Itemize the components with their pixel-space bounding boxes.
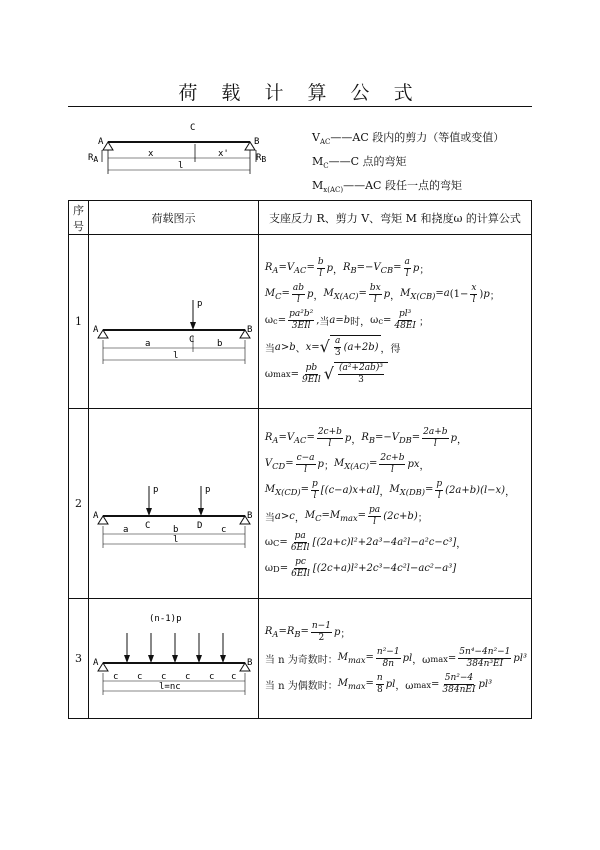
svg-text:c: c <box>221 524 227 535</box>
svg-text:a: a <box>145 338 151 349</box>
formula-cell-1: $R_A=V_{AC}=$ $\frac{b}{l}$ p ， $R_B=-V_{CB}=$ $\frac{a}{l}$ p ； $M_C=$ $\frac{ab}{l}$ p ， $M_{X(AC)}=$ $\frac{bx}{l}$ p ， $M_{X(CB)}=a$ (1− $\frac{x}{l}$ ) p ； ω c = $\frac{\text{pa²b²}}{\text{3EIl}}$ , 当 a=b 时， ω c = $\frac{\text{pl³}}{48EI}$ ； 当 a>b 、 x= √ $\frac{a}{3}$ (a+2b) ， 得 ω max = $\frac{pb}{\text{9EIl}}$ √ $\frac{\text{(a²+2ab)³}}{3}$ <box>258 235 531 409</box>
svg-text:c: c <box>161 671 167 682</box>
load-figure-1 <box>89 235 259 409</box>
label-A: A <box>98 137 104 147</box>
svg-text:l: l <box>173 350 179 361</box>
table-row <box>69 409 532 599</box>
beam-multi-point-load-diagram <box>89 601 257 713</box>
label-l: l <box>178 161 184 171</box>
svg-text:l: l <box>173 534 179 545</box>
header-figure: 荷载图示 <box>89 201 259 235</box>
legend-mx: $M_{x(AC)}——AC$ 段任一点的弯矩 <box>312 179 462 195</box>
svg-text:c: c <box>185 671 191 682</box>
label-RA: RA <box>88 153 99 164</box>
svg-text:c: c <box>113 671 119 682</box>
svg-text:A: A <box>93 324 99 335</box>
svg-text:c: c <box>209 671 215 682</box>
svg-text:(n-1)p: (n-1)p <box>149 613 182 624</box>
formula-cell-2: $R_A=V_{AC}=$ $\frac{2c+b}{l}$ p ， $R_B=-V_{DB}=$ $\frac{2a+b}{l}$ p ， $V_{CD}=$ $\frac{c-a}{l}$ p ； $M_{X(AC)}=$ $\frac{2c+b}{l}$ px ， $M_{X(CD)}=$ $\frac{p}{l}$ [(c−a)x+al] ， $M_{X(DB)}=$ $\frac{p}{l}$ (2a+b)(l−x) ， 当 a>c ， $M_C=M_{max}=$ $\frac{pa}{l}$ (2c+b) ； ω C = $\frac{pa}{\text{6EIl}}$ [(2a+c)l²+2a³−4a²l−a²c−c³] ， ω D = $\frac{pc}{\text{6EIl}}$ [(2c+a)l²+2c³−4c²l−ac²−a³] <box>258 409 531 599</box>
label-x: x <box>148 149 154 159</box>
legend-vac: $V_{AC}——AC$ 段内的剪力（等值或变值） <box>312 131 505 147</box>
label-B: B <box>254 137 260 147</box>
legend-mc: $M_C——C$ 点的弯矩 <box>312 155 407 171</box>
svg-text:B: B <box>247 324 253 335</box>
svg-text:c: c <box>231 671 237 682</box>
header-index: 序号 <box>69 201 89 235</box>
row-index: 2 <box>69 409 89 599</box>
formula-table <box>68 200 532 719</box>
svg-text:p: p <box>205 484 211 495</box>
table-row <box>69 235 532 409</box>
svg-text:b: b <box>173 524 179 535</box>
label-C: C <box>190 123 196 133</box>
row-index: 3 <box>69 599 89 719</box>
svg-text:B: B <box>247 510 253 521</box>
header-formula: 支座反力 R、剪力 V、弯矩 M 和挠度ω 的计算公式 <box>258 201 531 235</box>
svg-text:C: C <box>145 520 151 531</box>
page-title: 荷 载 计 算 公 式 <box>178 82 422 104</box>
svg-text:p: p <box>197 298 203 309</box>
load-figure-2 <box>89 409 259 599</box>
svg-text:l=nc: l=nc <box>159 681 181 692</box>
title-rule <box>68 106 532 107</box>
load-figure-3 <box>89 599 259 719</box>
table-header-row <box>69 201 532 235</box>
row-index: 1 <box>69 235 89 409</box>
svg-text:A: A <box>93 657 99 668</box>
svg-text:p: p <box>153 484 159 495</box>
formula-cell-3: $R_A=R_B=$ $\frac{n-1}{2}$ p ； 当 n 为奇数时： $M_{max}=$ $\frac{\text{n²−1}}{8n}$ pl ，ω max = $\frac{\text{5n⁴−4n²−1}}{\text{384n³EI}}$ pl³ 当 n 为偶数时： $M_{max}=$ $\frac{n}{8}$ pl ，ω max = $\frac{\text{5n²−4}}{\text{384nEI}}$ pl³ <box>258 599 531 719</box>
svg-text:B: B <box>247 657 253 668</box>
beam-point-load-diagram <box>89 260 257 380</box>
label-RB: RB <box>256 153 267 164</box>
beam-two-point-load-diagram <box>89 442 257 562</box>
svg-text:b: b <box>217 338 223 349</box>
svg-text:a: a <box>123 524 129 535</box>
label-x-prime: x' <box>218 149 229 159</box>
svg-text:C: C <box>189 334 195 345</box>
svg-text:c: c <box>137 671 143 682</box>
reference-beam-diagram <box>80 118 280 186</box>
svg-text:D: D <box>197 520 203 531</box>
table-row <box>69 599 532 719</box>
legend <box>312 128 504 201</box>
load-arrows <box>124 633 226 663</box>
svg-text:A: A <box>93 510 99 521</box>
